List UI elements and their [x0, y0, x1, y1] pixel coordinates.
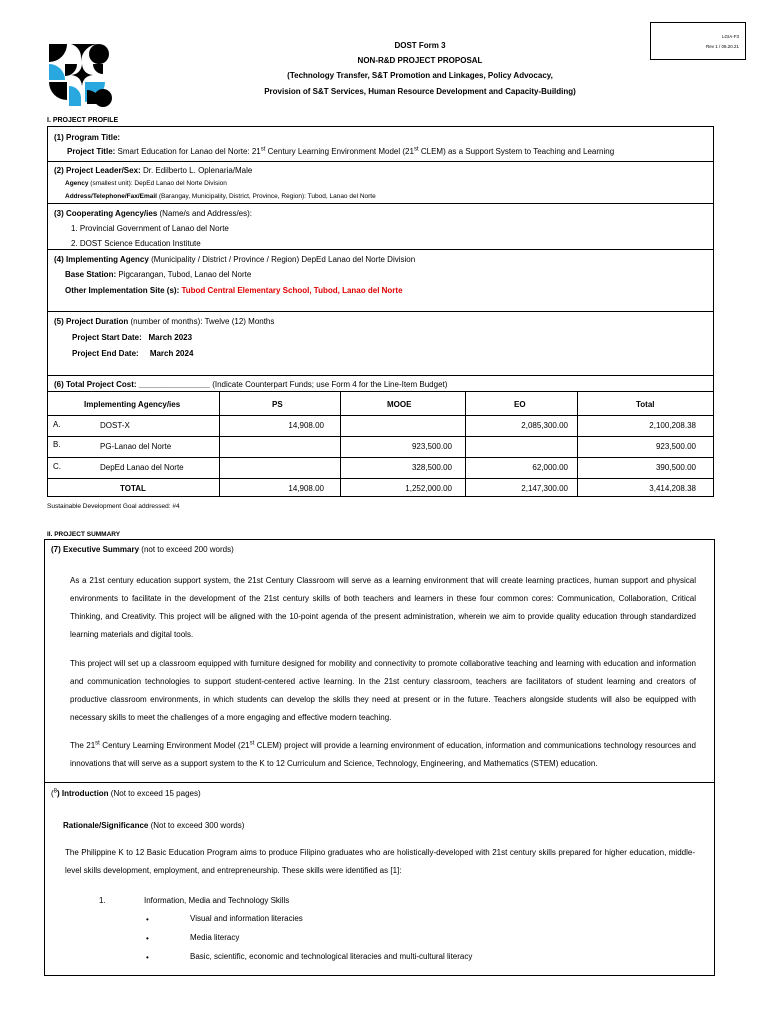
dost-logo	[47, 42, 117, 108]
list-item: Visual and information literacies	[190, 914, 303, 923]
section-heading-summary: II. PROJECT SUMMARY	[47, 531, 121, 538]
executive-summary-paragraph: This project will set up a classroom equipped with furniture designed for mobility and connectivity to promote collaborative teaching and learning with education and information and communication technologies to support student-centered active learning. In the 21st century classroom, teachers are facilitators of student learning and creators of productive classroom environments, in which students can develop the skills they need at present or in the future. Teachers alongside students will also be equipped with necessary skills to meet the challenges of a more engaging and effective modern teaching.	[70, 659, 696, 722]
rationale-label: Rationale/Significance (Not to exceed 300 words)	[63, 821, 245, 830]
form-title: DOST Form 3	[394, 41, 446, 50]
cooperating-agencies-label: (3) Cooperating Agency/ies (Name/s and Address/es):	[54, 209, 252, 218]
sdg-note: Sustainable Development Goal addressed: #4	[47, 503, 180, 510]
project-title: Project Title: Smart Education for Lanao del Norte: 21st Century Learning Environment Model (21st CLEM) as a Support System to Teaching and Learning	[67, 146, 615, 156]
project-end-date: Project End Date: March 2024	[72, 349, 194, 358]
executive-summary-label: (7) Executive Summary (not to exceed 200 words)	[51, 545, 234, 554]
budget-header-ps: PS	[272, 400, 283, 409]
budget-header-agency: Implementing Agency/ies	[84, 400, 181, 409]
cooperating-agency-item: 2. DOST Science Education Institute	[71, 239, 201, 248]
list-title: Information, Media and Technology Skills	[144, 896, 290, 905]
project-leader: (2) Project Leader/Sex: Dr. Edilberto L. Oplenaria/Male	[54, 166, 253, 175]
list-number: 1.	[99, 896, 106, 905]
form-scope-line2: Provision of S&T Services, Human Resource Development and Capacity-Building)	[264, 87, 576, 96]
list-item: Basic, scientific, economic and technological literacies and multi-cultural literacy	[190, 952, 473, 961]
bullet-icon: •	[146, 934, 149, 943]
list-item: Media literacy	[190, 933, 240, 942]
introduction-label: ($^8$) Introduction (Not to exceed 15 pages)	[51, 788, 201, 798]
project-start-date: Project Start Date: March 2023	[72, 333, 193, 342]
address: Address/Telephone/Fax/Email (Barangay, Municipality, District, Province, Region): Tubod, Lanao del Norte	[65, 193, 376, 200]
budget-header-eo: EO	[514, 400, 526, 409]
form-scope-line1: (Technology Transfer, S&T Promotion and Linkages, Policy Advocacy,	[287, 71, 553, 80]
form-subtitle: NON-R&D PROJECT PROPOSAL	[357, 56, 483, 65]
cooperating-agency-item: 1. Provincial Government of Lanao del Norte	[71, 224, 229, 233]
base-station: Base Station: Pigcarangan, Tubod, Lanao del Norte	[65, 270, 252, 279]
section-heading-profile: I. PROJECT PROFILE	[47, 117, 119, 124]
budget-header-total: Total	[636, 400, 655, 409]
executive-summary-paragraph: The 21st Century Learning Environment Model (21st CLEM) project will provide a learning environment of education, information and communications technology resources and innovations that will serve as a support system to the K to 12 Curriculum and Science, Technology, Engineering, and Mathematics (STEM) education.	[70, 740, 696, 768]
budget-header-mooe: MOOE	[387, 400, 412, 409]
executive-summary-paragraph: As a 21st century education support system, the 21st Century Classroom will serve as a learning environment that will create learning practices, human support and physical environments to facilitate in the development of the 21st century skills of both teachers and learners in these four common cores: Communication, Collaboration, Critical Thinking, and Creativity. This project will be aligned with the 10-point agenda of the present administration, wherein we aim to provide quality education through standardized learning materials and digital tools.	[70, 576, 696, 639]
bullet-icon: •	[146, 953, 149, 962]
project-duration: (5) Project Duration (number of months): Twelve (12) Months	[54, 317, 275, 326]
other-implementation-site: Other Implementation Site (s): Tubod Central Elementary School, Tubod, Lanao del Norte	[65, 286, 403, 295]
form-revision: Rev 1 / 08.20.21	[705, 44, 739, 49]
implementing-agency: (4) Implementing Agency (Municipality / District / Province / Region) DepEd Lanao del Norte Division	[54, 255, 416, 264]
rationale-paragraph: The Philippine K to 12 Basic Education Program aims to produce Filipino graduates who are holistically-developed with 21st century skills prepared for higher education, middle-level skills development, employment, and entrepreneurship. These skills were identified as [1]:	[65, 848, 695, 875]
bullet-icon: •	[146, 915, 149, 924]
agency: Agency (smallest unit): DepEd Lanao del Norte Division	[65, 180, 227, 187]
form-code: LGIA-F3	[721, 34, 739, 39]
total-project-cost: (6) Total Project Cost: ________________ (Indicate Counterpart Funds; use Form 4 for the Line-Item Budget)	[54, 380, 448, 389]
program-title-label: (1) Program Title:	[54, 133, 121, 142]
